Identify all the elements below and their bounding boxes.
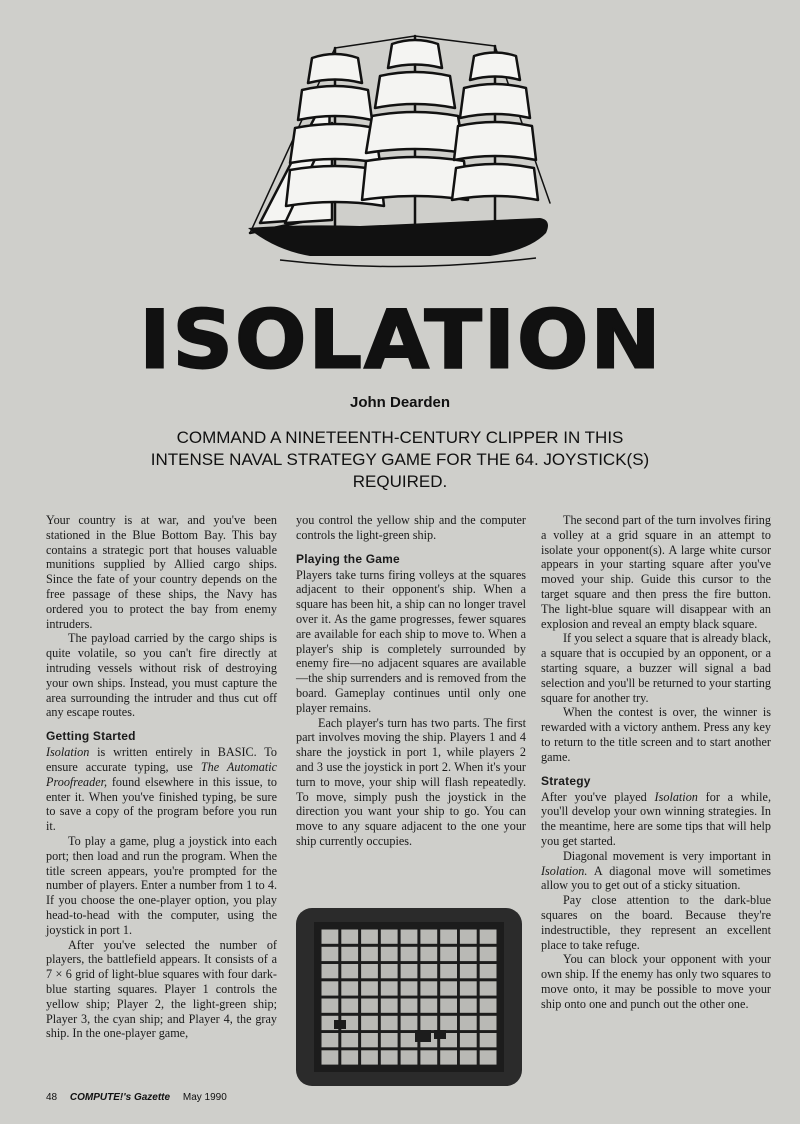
grid-square (381, 999, 398, 1013)
screen-area (314, 922, 504, 1072)
grid-square (440, 930, 457, 944)
grid-square (341, 1050, 358, 1064)
italic-text: The Automatic Proofreader, (46, 759, 277, 789)
grid-square (361, 999, 378, 1013)
grid-square (420, 930, 437, 944)
grid-square (381, 1050, 398, 1064)
grid-square (401, 1033, 418, 1047)
grid-square (480, 981, 497, 995)
grid-square (440, 1016, 457, 1030)
italic-text: Isolation. (541, 863, 588, 878)
grid-square (401, 930, 418, 944)
grid-square (341, 999, 358, 1013)
clipper-ship-illustration (240, 28, 560, 278)
grid-square (460, 964, 477, 978)
grid-square (480, 947, 497, 961)
grid-square (401, 1016, 418, 1030)
grid-square (401, 964, 418, 978)
grid-square (420, 947, 437, 961)
text-run: for a while, you'll develop your own winning strategies. In the meantime, here are some tips that will help you get started. (541, 789, 771, 848)
grid-square (361, 1033, 378, 1047)
section-heading-playing: Playing the Game (296, 551, 400, 566)
page-number: 48 (46, 1092, 58, 1103)
grid-square (460, 1016, 477, 1030)
paragraph: The second part of the turn involves firing a volley at a grid square in an attempt to isolate your opponent(s). A large white cursor appears in your starting square after you've moved your ship. Guide this cursor to the target square and then press the fire button. The light-blue square will disappear with an explosion and reveal an empty black square. (541, 513, 771, 631)
text-run: After you've played (541, 789, 655, 804)
grid-square (322, 947, 339, 961)
paragraph: If you select a square that is already black, a square that is occupied by an opponent, or a starting square, a buzzer will signal a bad selection and you'll be returned to your starting square for another try. (541, 631, 771, 705)
grid-square (322, 1050, 339, 1064)
grid-square (361, 947, 378, 961)
grid-square (460, 1033, 477, 1047)
text-run: is written entirely in BASIC. To ensure accurate typing, use (46, 745, 277, 774)
section-heading-getting-started: Getting Started (46, 729, 136, 744)
grid-square (440, 981, 457, 995)
grid-square (401, 999, 418, 1013)
grid-square (361, 964, 378, 978)
italic-text: Isolation (46, 745, 90, 760)
grid-square (460, 947, 477, 961)
section-heading-strategy: Strategy (541, 773, 591, 788)
grid-square (381, 947, 398, 961)
grid-square (480, 999, 497, 1013)
page-footer (46, 1092, 237, 1103)
grid-square (401, 947, 418, 961)
grid-square (480, 964, 497, 978)
paragraph: To play a game, plug a joystick into each port; then load and run the program. When the title screen appears, you're prompted for the number of players. Enter a number from 1 to 4. If you choose the one-player option, you play head-to-head with the computer, using the joystick in port 1. (46, 833, 277, 937)
grid-square (341, 964, 358, 978)
grid-square (381, 930, 398, 944)
grid-square (341, 981, 358, 995)
grid-square (460, 999, 477, 1013)
paragraph: Pay close attention to the dark-blue squares on the board. Because they're indestructible, they represent an excellent place to take refuge. (541, 893, 771, 952)
grid-square (381, 1016, 398, 1030)
grid-square (480, 930, 497, 944)
grid-square (480, 1016, 497, 1030)
text-column-1 (46, 513, 277, 1041)
grid-square (381, 1033, 398, 1047)
grid-square (381, 981, 398, 995)
paragraph (46, 745, 277, 834)
text-column-2 (296, 513, 526, 849)
paragraph: When the contest is over, the winner is rewarded with a victory anthem. Press any key to return to the title screen and to start another game. (541, 705, 771, 764)
grid-square (322, 999, 339, 1013)
paragraph: After you've selected the number of players, the battlefield appears. It consists of a 7 × 6 grid of light-blue squares with four dark-blue starting squares. Player 1 controls the yellow ship; Player 2, the light-green ship; Player 3, the cyan ship; and Player 4, the gray ship. In the one-player game, (46, 937, 277, 1041)
paragraph (541, 790, 771, 849)
italic-text: Isolation (654, 789, 698, 804)
game-screenshot (296, 908, 522, 1086)
grid-square (322, 964, 339, 978)
grid-square (341, 1033, 358, 1047)
grid-square (401, 1050, 418, 1064)
text-run: Diagonal movement is very important in (563, 848, 771, 863)
grid-square (460, 1050, 477, 1064)
grid-square (322, 1033, 339, 1047)
grid-square (440, 999, 457, 1013)
grid-square (420, 981, 437, 995)
paragraph: Each player's turn has two parts. The first part involves moving the ship. Players 1 and 4 share the joystick in port 1, while players 2 and 3 use the joystick in port 2. When it's your turn to move, your ship will flash repeatedly. To move, simply push the joystick in the direction you want your ship to go. You can move to any square adjacent to the one your ship currently occupies. (296, 715, 526, 848)
grid-square (440, 1050, 457, 1064)
grid-square (341, 947, 358, 961)
grid-square (440, 947, 457, 961)
paragraph: you control the yellow ship and the computer controls the light-green ship. (296, 513, 526, 542)
paragraph: Players take turns firing volleys at the squares adjacent to their opponent's ship. When a square has been hit, a ship can no longer travel over it. As the game progresses, fewer squares are available for each ship to move to. When a player's ship is completely surrounded by enemy fire—no adjacent squares are available—the ship surrenders and is removed from the board. Gameplay continues until only one player remains. (296, 567, 526, 715)
article-subtitle: COMMAND A NINETEENTH-CENTURY CLIPPER IN THIS INTENSE NAVAL STRATEGY GAME FOR THE 64. JOYSTICK(S) REQUIRED. (150, 428, 650, 491)
article-title: ISOLATION (139, 293, 663, 387)
grid-square (460, 930, 477, 944)
article-author: John Dearden (349, 394, 451, 411)
grid-square (361, 1016, 378, 1030)
grid-square (420, 1016, 437, 1030)
grid-square (480, 1033, 497, 1047)
grid-square (420, 964, 437, 978)
paragraph: You can block your opponent with your own ship. If the enemy has only two squares to move onto, it may be possible to move your ship onto one and punch out the other one. (541, 952, 771, 1011)
grid-square (361, 930, 378, 944)
grid-square (440, 964, 457, 978)
grid-square (460, 981, 477, 995)
grid-square (361, 1050, 378, 1064)
text-column-3 (541, 513, 771, 1012)
grid-square (322, 930, 339, 944)
paragraph: The payload carried by the cargo ships is quite volatile, so you can't fire directly at intruding vessels without risk of destroying your own ships. Instead, you must capture the area surrounding the intruder and thus cut off any escape routes. (46, 631, 277, 720)
grid-square (401, 981, 418, 995)
magazine-name: COMPUTE!'s Gazette (69, 1092, 171, 1103)
text-run: A diagonal move will sometimes allow you to get out of a sticky situation. (541, 863, 771, 893)
grid-square (420, 1050, 437, 1064)
text-run: found elsewhere in this issue, to enter it. When you've finished typing, be sure to save a copy of the program before you run it. (46, 774, 277, 834)
grid-square (322, 981, 339, 995)
paragraph: Your country is at war, and you've been stationed in the Blue Bottom Bay. This bay contains a strategic port that houses valuable munitions supplied by Allied cargo ships. Since the fate of your country depends on the free passage of these ships, the Navy has ordered you to protect the bay from enemy intruders. (46, 513, 277, 631)
grid-square (480, 1050, 497, 1064)
paragraph (541, 849, 771, 893)
grid-square (361, 981, 378, 995)
grid-square (420, 999, 437, 1013)
grid-square (341, 930, 358, 944)
grid-square (381, 964, 398, 978)
issue-date: May 1990 (182, 1092, 227, 1103)
